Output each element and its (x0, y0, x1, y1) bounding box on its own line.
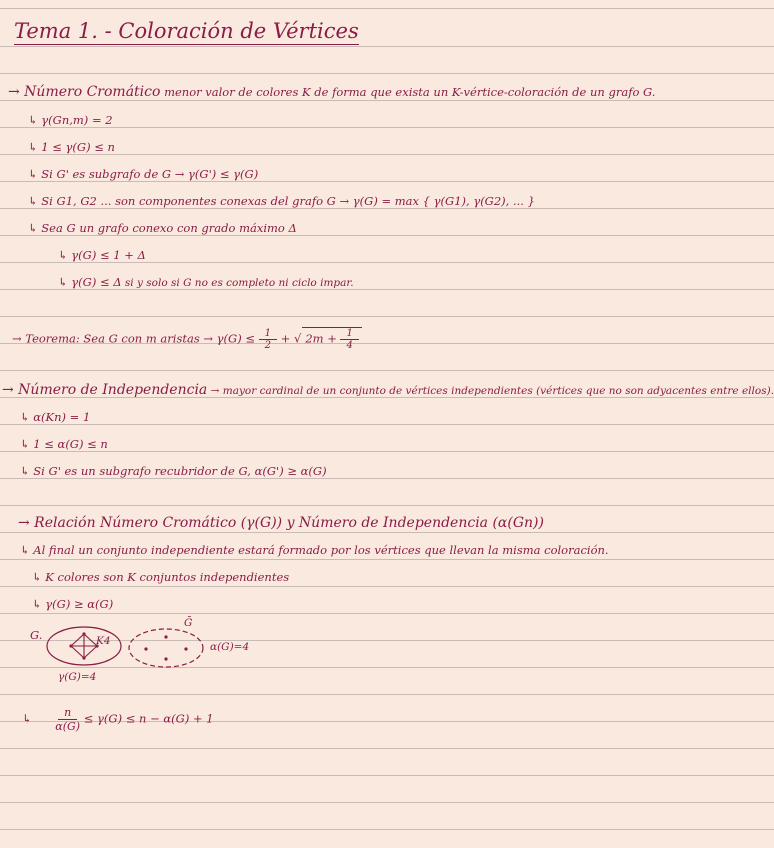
independence-bullet-3: ↳ Si G' es un subgrafo recubridor de G, α(G') ≥ α(G) (20, 464, 327, 478)
alpha-value-label: α(G)=4 (210, 641, 250, 653)
k4-label: K4 (96, 635, 111, 647)
relation-bullet-1: ↳ Al final un conjunto independiente estará formado por los vértices que llevan la misma coloración. (20, 543, 609, 557)
theorem-fraction-quarter: $\frac{1}{4}$ (340, 328, 358, 351)
page-title: Tema 1. - Coloración de Vértices (14, 19, 359, 43)
relation-bullet-2: ↳ K colores son K conjuntos independientes (32, 570, 290, 584)
formula-bounds: ≤ γ(G) ≤ n − α(G) + 1 (80, 711, 214, 726)
chromatic-bullet-5a: ↳ γ(G) ≤ 1 + Δ (58, 248, 146, 262)
chromatic-number-definition (8, 85, 655, 99)
theorem-root: 2m + $\frac{1}{4}$ (302, 327, 362, 351)
independence-number-text: → mayor cardinal de un conjunto de vértices independientes (vértices que no son adyacentes entre ellos). (207, 385, 774, 397)
sqrt-symbol: √ (293, 331, 302, 346)
independence-number-definition (2, 383, 774, 398)
complement-graph-figure (126, 626, 206, 670)
complement-graph-label: Ḡ (184, 617, 193, 629)
gamma-value-label: γ(G)=4 (58, 671, 97, 683)
chromatic-bullet-3: ↳ Si G' es subgrafo de G → γ(G') ≤ γ(G) (28, 167, 259, 181)
final-formula (22, 706, 214, 733)
formula-arrow: ↳ (22, 711, 32, 726)
chromatic-number-heading: → Número Cromático (8, 84, 161, 100)
independence-bullet-1: ↳ α(Kn) = 1 (20, 410, 91, 424)
chromatic-bullet-5: ↳ Sea G un grafo conexo con grado máximo Δ (28, 221, 297, 235)
chromatic-bullet-2: ↳ 1 ≤ γ(G) ≤ n (28, 140, 115, 154)
complement-enclosure (129, 629, 203, 667)
theorem-prefix: → Teorema: Sea G con m aristas → γ(G) ≤ (12, 331, 259, 346)
k4-graph-figure (44, 624, 124, 668)
chromatic-number-text: menor valor de colores K de forma que exista un K-vértice-coloración de un grafo G. (160, 85, 656, 99)
brooks-condition: si y solo si G no es completo ni ciclo impar. (121, 277, 354, 289)
independence-bullet-2: ↳ 1 ≤ α(G) ≤ n (20, 437, 108, 451)
theorem-plus: + (280, 331, 294, 346)
relation-bullet-3: ↳ γ(G) ≥ α(G) (32, 597, 114, 611)
chromatic-bullet-1: ↳ γ(Gn,m) = 2 (28, 113, 113, 127)
independence-number-heading: → Número de Independencia (2, 382, 208, 398)
theorem-line (12, 327, 362, 351)
chromatic-bullet-4: ↳ Si G1, G2 ... son componentes conexas del grafo G → γ(G) = max { γ(G1), γ(G2), ... } (28, 194, 535, 208)
chromatic-bullet-5b (58, 275, 354, 290)
k4-edges (71, 634, 97, 658)
theorem-fraction-half: $\frac{1}{2}$ (259, 328, 277, 351)
complement-vertices (144, 635, 187, 660)
brooks-bound: ↳ γ(G) ≤ Δ (58, 275, 122, 289)
graph-g-label: G. (30, 628, 43, 642)
formula-fraction: $\frac{n}{\alpha(G)}$ (55, 706, 81, 733)
relation-heading: → Relación Número Cromático (γ(G)) y Número de Independencia (α(Gn)) (18, 515, 544, 531)
